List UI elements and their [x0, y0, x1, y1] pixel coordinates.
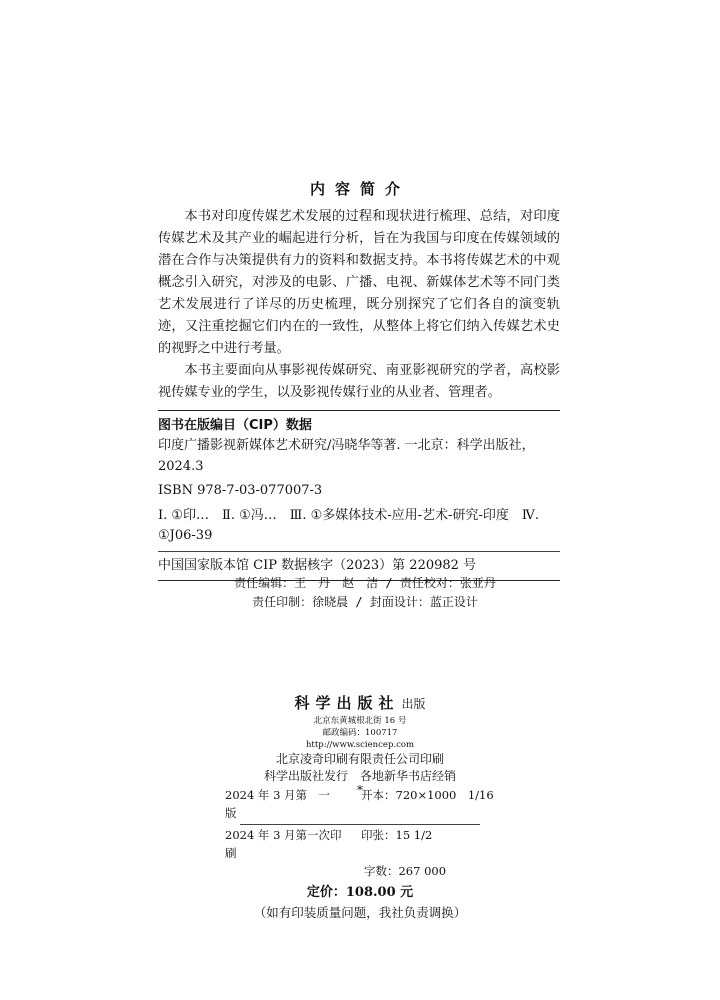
credits-editors: 责任编辑：王 丹 赵 洁 / 责任校对：张亚丹	[234, 576, 496, 590]
cip-isbn: ISBN 978-7-03-077007-3	[158, 483, 323, 498]
edition-block	[0, 783, 720, 923]
credits-block	[0, 574, 720, 612]
separator-star: *	[357, 783, 363, 797]
price: 定价：108.00 元	[306, 885, 414, 900]
publisher-block	[0, 692, 720, 795]
credits-production: 责任印制：徐晓晨 / 封面设计：蓝正设计	[252, 595, 478, 609]
publisher-name-line	[0, 692, 720, 715]
cip-block	[158, 410, 560, 581]
summary-paragraph: 本书主要面向从事影视传媒研究、南亚影视研究的学者，高校影视传媒专业的学生，以及影视传媒行业的从业者、管理者。	[158, 363, 560, 400]
book-format: 开本：720×1000 1/16	[361, 788, 494, 802]
quality-note: （如有印装质量问题，我社负责调换）	[253, 905, 467, 920]
publisher-postcode: 邮政编码：100717	[322, 728, 398, 738]
cip-heading: 图书在版编目（CIP）数据	[158, 418, 312, 433]
edition-divider	[240, 824, 480, 825]
printing-row	[0, 826, 720, 862]
publisher-address: 北京东黄城根北街 16 号	[313, 716, 407, 726]
printed-sheets: 印张：15 1/2	[361, 828, 433, 842]
cip-classification: Ⅰ. ①印… Ⅱ. ①冯… Ⅲ. ①多媒体技术-应用-艺术-研究-印度 Ⅳ. ①J06-39	[158, 507, 539, 543]
distribution-line: 科学出版社发行 各地新华书店经销	[263, 769, 456, 783]
printer-line: 北京凌奇印刷有限责任公司印刷	[275, 752, 444, 766]
cip-record-number: 中国国家版本馆 CIP 数据核字（2023）第 220982 号	[158, 551, 560, 576]
cip-title-line: 印度广播影视新媒体艺术研究/冯晓华等著. 一北京：科学出版社，2024.3	[158, 438, 535, 474]
publisher-suffix: 出版	[401, 697, 426, 711]
printing-date: 2024 年 3 月第一次印刷	[225, 828, 342, 860]
word-count: 字数：267 000	[363, 864, 447, 878]
summary-body	[158, 206, 560, 404]
summary-paragraph: 本书对印度传媒艺术发展的过程和现状进行梳理、总结，对印度传媒艺术及其产业的崛起进行分析，旨在为我国与印度在传媒领域的潜在合作与决策提供有力的资料和数据支持。本书将传媒艺术的中观概念引入研究，对涉及的电影、广播、电视、新媒体艺术等不同门类艺术发展进行了详尽的历史梳理，既分别探究了它们各自的演变轨迹，又注重挖掘它们内在的一致性，从整体上将它们纳入传媒艺术史的视野之中进行考量。	[158, 209, 560, 356]
publisher-name: 科学出版社	[294, 694, 400, 712]
edition-row	[0, 783, 720, 822]
summary-title: 内容简介	[309, 180, 410, 198]
edition-date: 2024 年 3 月第 一 版	[225, 788, 342, 820]
publisher-url: http://www.sciencep.com	[305, 740, 415, 750]
